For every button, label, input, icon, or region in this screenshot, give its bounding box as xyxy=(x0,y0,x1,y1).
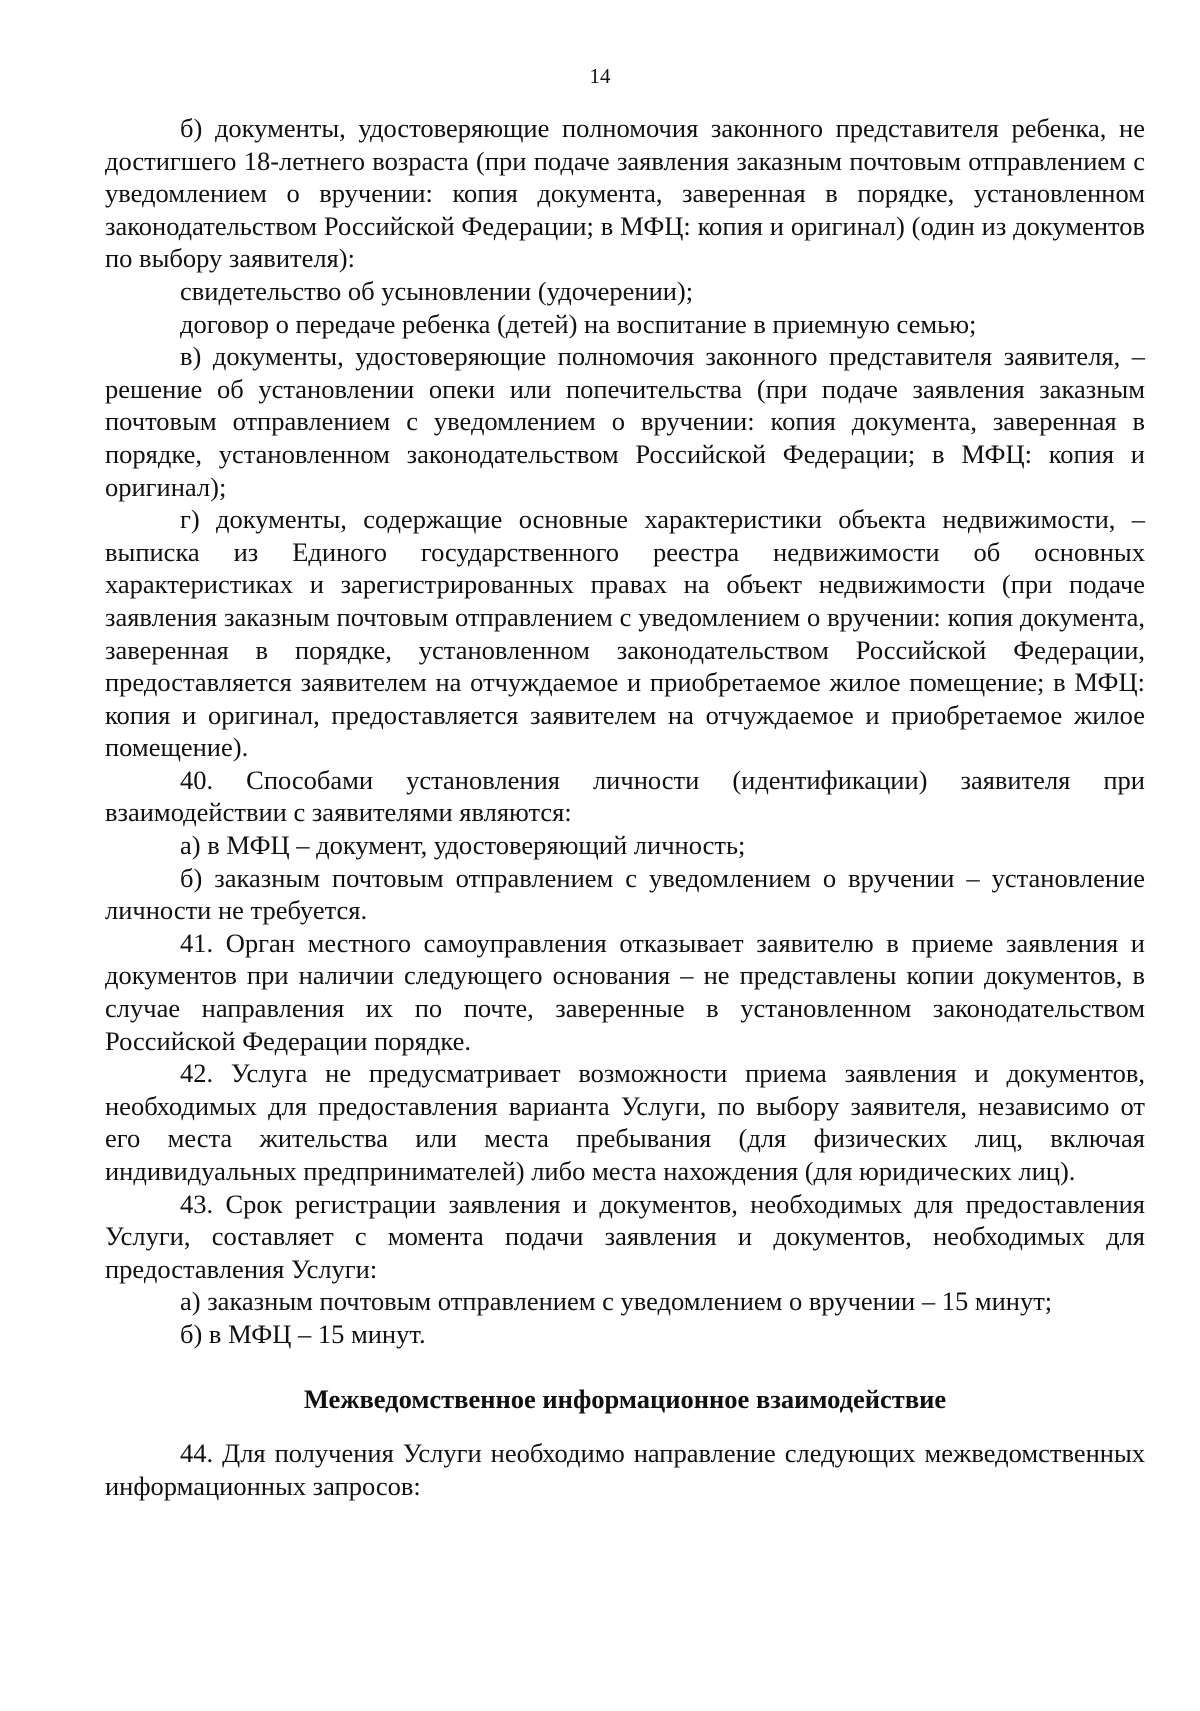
section-heading: Межведомственное информационное взаимодействие xyxy=(303,1383,947,1414)
paragraph-40a-mfc: а) в МФЦ – документ, удостоверяющий личность; xyxy=(180,830,746,861)
paragraph-42-no-extraterritorial: 42. Услуга не предусматривает возможности приема заявления и документов, необходимых для предоставления варианта Услуги, по выбору заявителя, независимо от его места жительства или места пребывания (для физических лиц, включая индивидуальных предпринимателей) либо места нахождения (для юридических лиц). xyxy=(105,1058,1145,1186)
page-number: 14 xyxy=(589,64,611,88)
paragraph-43b-mfc-term: б) в МФЦ – 15 минут. xyxy=(180,1318,426,1349)
paragraph-44-interagency-requests: 44. Для получения Услуги необходимо направление следующих межведомственных информационных запросов: xyxy=(105,1438,1145,1501)
paragraph-b-representative-docs: б) документы, удостоверяющие полномочия законного представителя ребенка, не достигшего 18-летнего возраста (при подаче заявления заказным почтовым отправлением с уведомлением о вручении: копия документа, заверенная в порядке, установленном законодательством Российской Федерации; в МФЦ: копия и оригинал) (один из документов по выбору заявителя): xyxy=(105,113,1145,274)
paragraph-v-guardian-docs: в) документы, удостоверяющие полномочия законного представителя заявителя, – решение об установлении опеки или попечительства (при подаче заявления заказным почтовым отправлением с уведомлением о вручении: копия документа, заверенная в порядке, установленном законодательством Российской Федерации; в МФЦ: копия и оригинал); xyxy=(105,341,1145,502)
paragraph-41-refusal: 41. Орган местного самоуправления отказывает заявителю в приеме заявления и документов при наличии следующего основания – не представлены копии документов, в случае направления их по почте, заверенные в установленном законодательством Российской Федерации порядке. xyxy=(105,927,1145,1056)
paragraph-g-property-docs: г) документы, содержащие основные характеристики объекта недвижимости, – выписка из Единого государственного реестра недвижимости об основных характеристиках и зарегистрированных правах на объект недвижимости (при подаче заявления заказным почтовым отправлением с уведомлением о вручении: копия документа, заверенная в порядке, установленном законодательством Российской Федерации, предоставляется заявителем на отчуждаемое и приобретаемое жилое помещение; в МФЦ: копия и оригинал, предоставляется заявителем на отчуждаемое и приобретаемое жилое помещение). xyxy=(105,504,1145,763)
paragraph-40-identification: 40. Способами установления личности (идентификации) заявителя при взаимодействии с заявителями являются: xyxy=(105,764,1145,828)
paragraph-foster-agreement: договор о передаче ребенка (детей) на воспитание в приемную семью; xyxy=(180,308,977,339)
paragraph-40b-mail: б) заказным почтовым отправлением с уведомлением о вручении – установление личности не требуется. xyxy=(105,862,1145,926)
document-body xyxy=(105,112,1145,1502)
paragraph-adoption-certificate: свидетельство об усыновлении (удочерении); xyxy=(180,275,694,306)
paragraph-43a-mail-term: а) заказным почтовым отправлением с уведомлением о вручении – 15 минут; xyxy=(180,1286,1053,1317)
paragraph-43-registration-term: 43. Срок регистрации заявления и документов, необходимых для предоставления Услуги, составляет с момента подачи заявления и документов, необходимых для предоставления Услуги: xyxy=(105,1188,1145,1284)
